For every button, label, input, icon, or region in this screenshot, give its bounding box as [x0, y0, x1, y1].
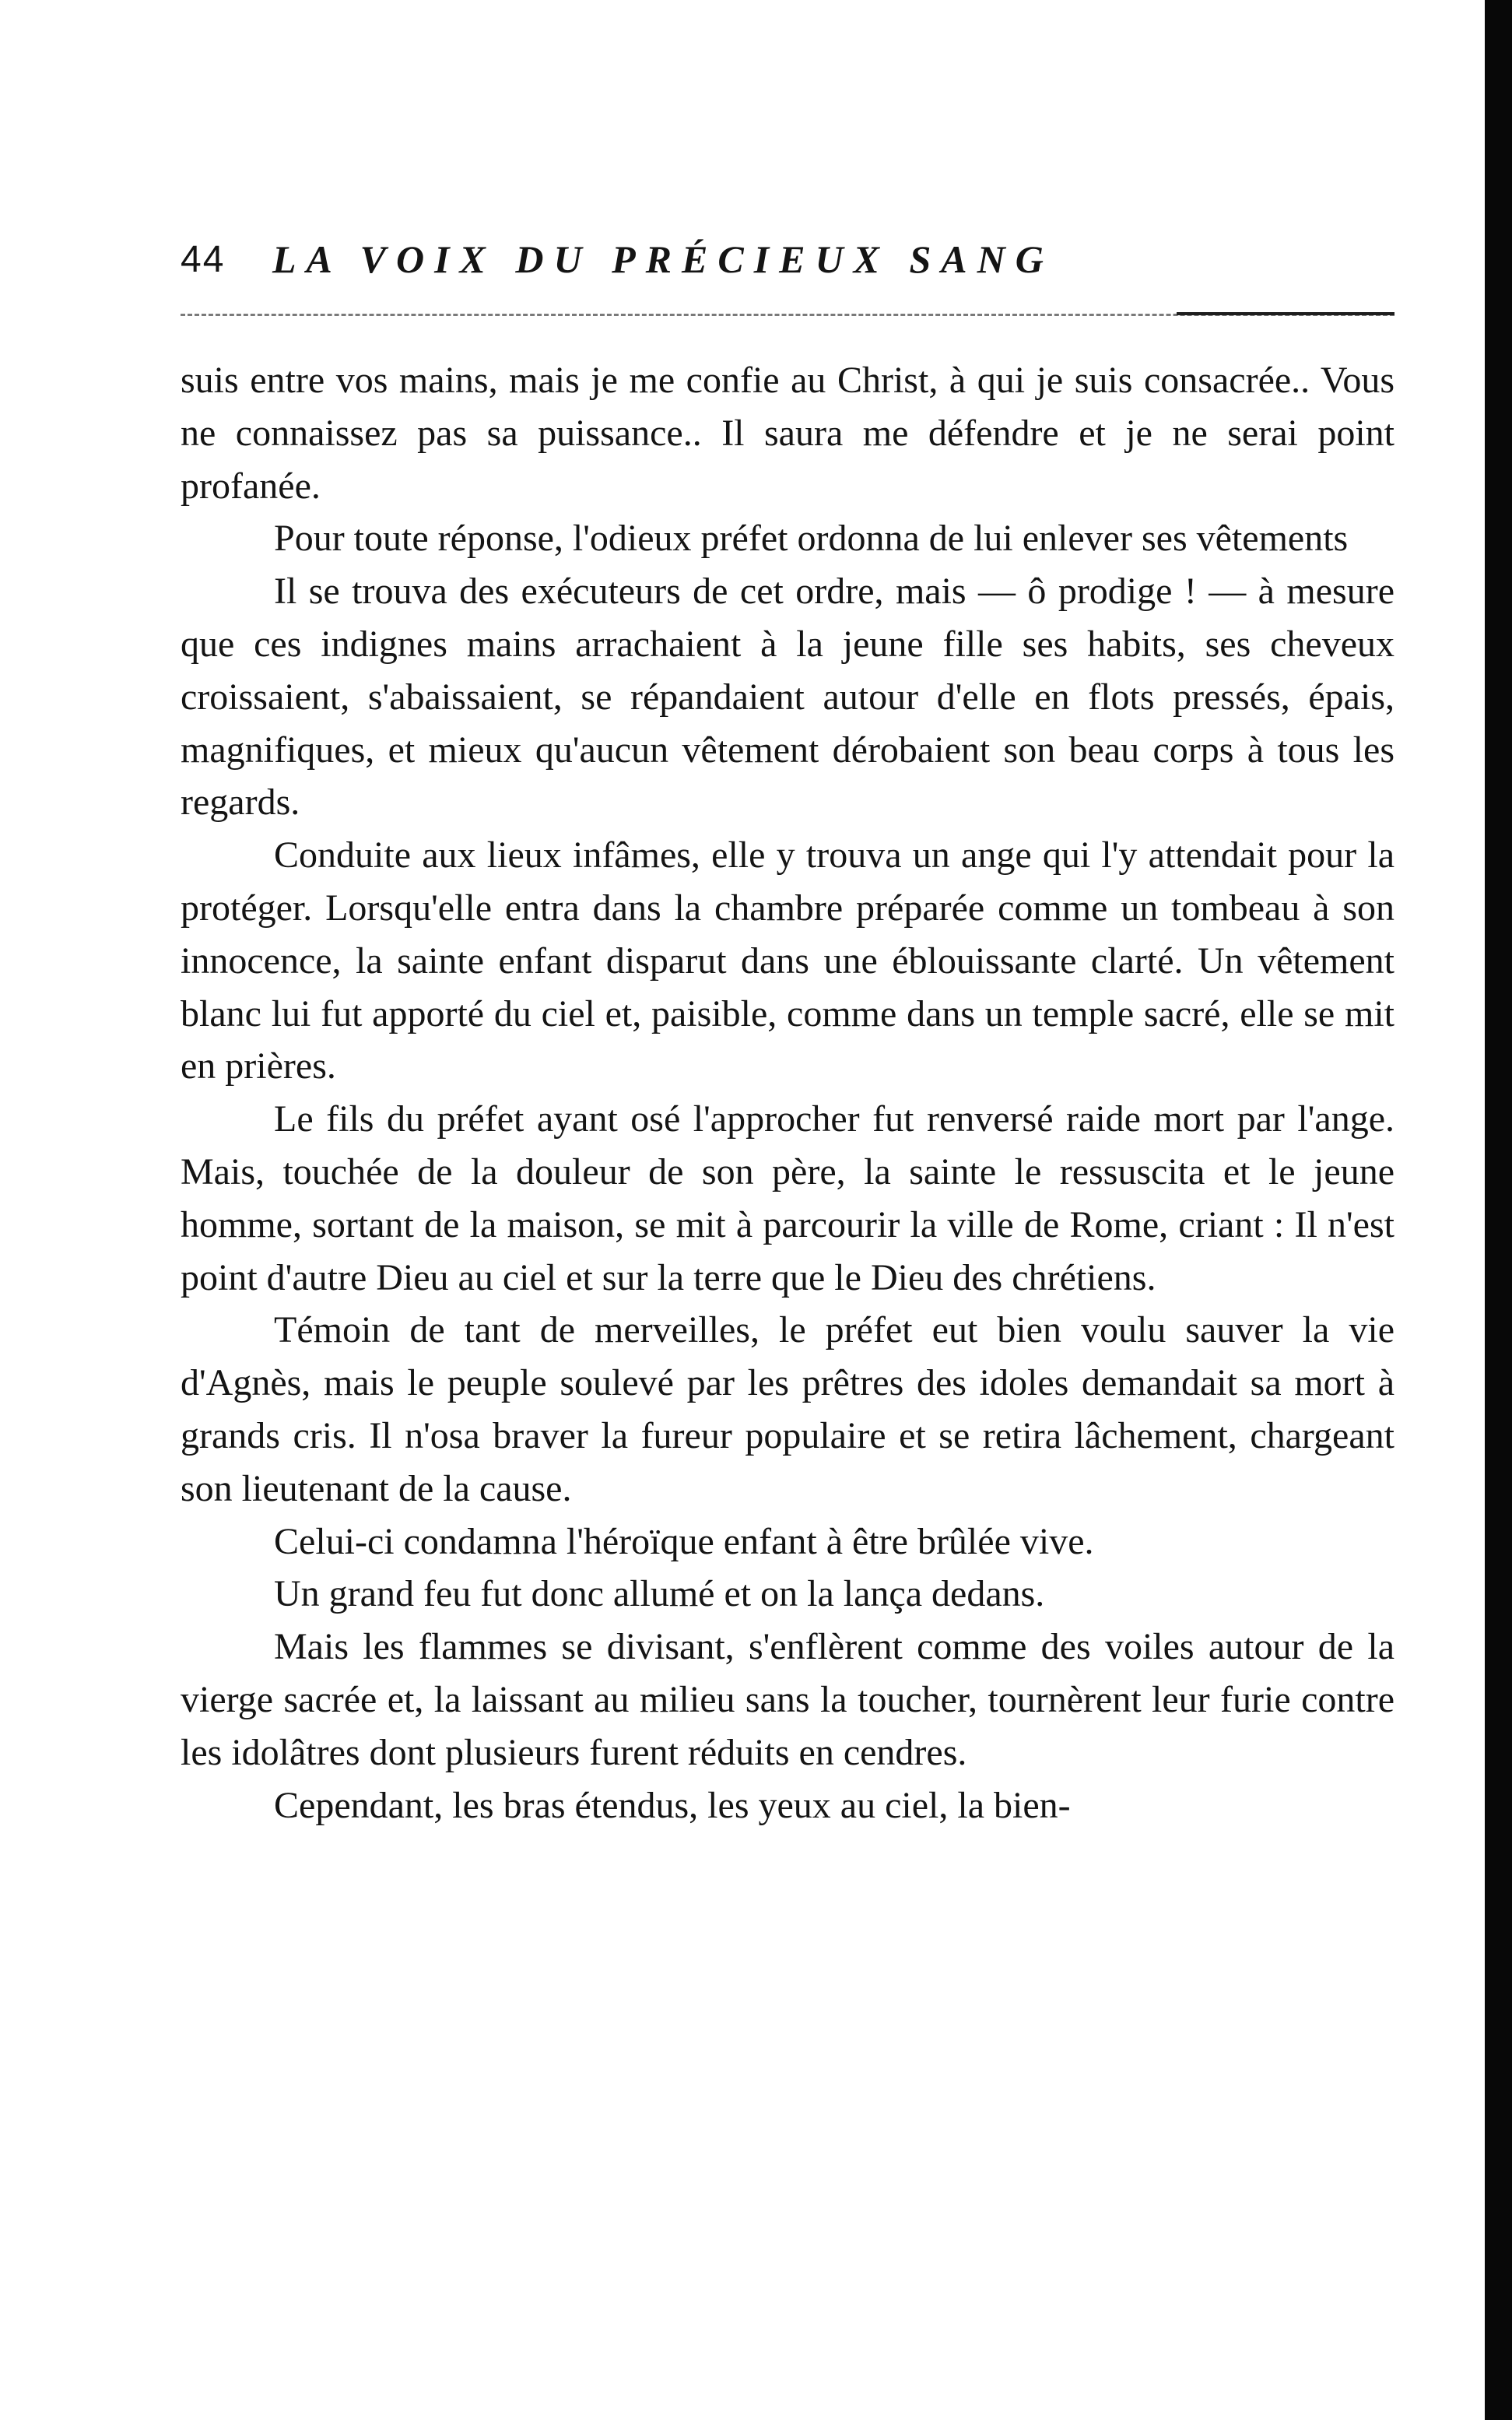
paragraph: Il se trouva des exécuteurs de cet ordre, mais — ô prodige ! — à mesure que ces indignes mains arrachaient à la jeune fille ses habits, ses cheveux croissaient, s'abaissaient, se répandaient autour d'elle en flots pressés, épais, magnifiques, et mieux qu'aucun vêtement dérobaient son beau corps à tous les regards. [181, 571, 1394, 824]
paragraph: Cependant, les bras étendus, les yeux au ciel, la bien- [274, 1784, 1071, 1826]
running-title: LA VOIX DU PRÉCIEUX SANG [272, 237, 1054, 281]
paragraph: Mais les flammes se divisant, s'enflèrent comme des voiles autour de la vierge sacrée et, la laissant au milieu sans la toucher, tournèrent leur furie contre les idolâtres dont plusieurs furent réduits en cendres. [181, 1626, 1394, 1773]
paragraph: Un grand feu fut donc allumé et on la lança dedans. [274, 1573, 1045, 1615]
paragraph: Le fils du préfet ayant osé l'approcher fut renversé raide mort par l'ange. Mais, touchée de la douleur de son père, la sainte le ressuscita et le jeune homme, sortant de la maison, se mit à parcourir la ville de Rome, criant : Il n'est point d'autre Dieu au ciel et sur la terre que le Dieu des chrétiens. [181, 1098, 1394, 1298]
paragraph: Témoin de tant de merveilles, le préfet eut bien voulu sauver la vie d'Agnès, mais le peuple soulevé par les prêtres des idoles demandait sa mort à grands cris. Il n'osa braver la fureur populaire et se retira lâchement, chargeant son lieutenant de la cause. [181, 1309, 1394, 1509]
scan-gutter-edge [1485, 0, 1512, 2420]
running-head [181, 234, 1394, 296]
body-text [181, 354, 1394, 1832]
header-divider-solid [1177, 312, 1394, 315]
paragraph: Celui-ci condamna l'héroïque enfant à être brûlée vive. [274, 1520, 1094, 1562]
paragraph: Conduite aux lieux infâmes, elle y trouva un ange qui l'y attendait pour la protéger. Lorsqu'elle entra dans la chambre préparée comme un tombeau à son innocence, la sainte enfant disparut dans une éblouissante clarté. Un vêtement blanc lui fut apporté du ciel et, paisible, comme dans un temple sacré, elle se mit en prières. [181, 834, 1394, 1087]
paragraph-continued: suis entre vos mains, mais je me confie au Christ, à qui je suis consacrée.. Vous ne connaissez pas sa puissance.. Il saura me défendre et je ne serai point profanée. [181, 360, 1394, 507]
paragraph: Pour toute réponse, l'odieux préfet ordonna de lui enlever ses vêtements [274, 518, 1349, 560]
page-number: 44 [181, 239, 226, 280]
